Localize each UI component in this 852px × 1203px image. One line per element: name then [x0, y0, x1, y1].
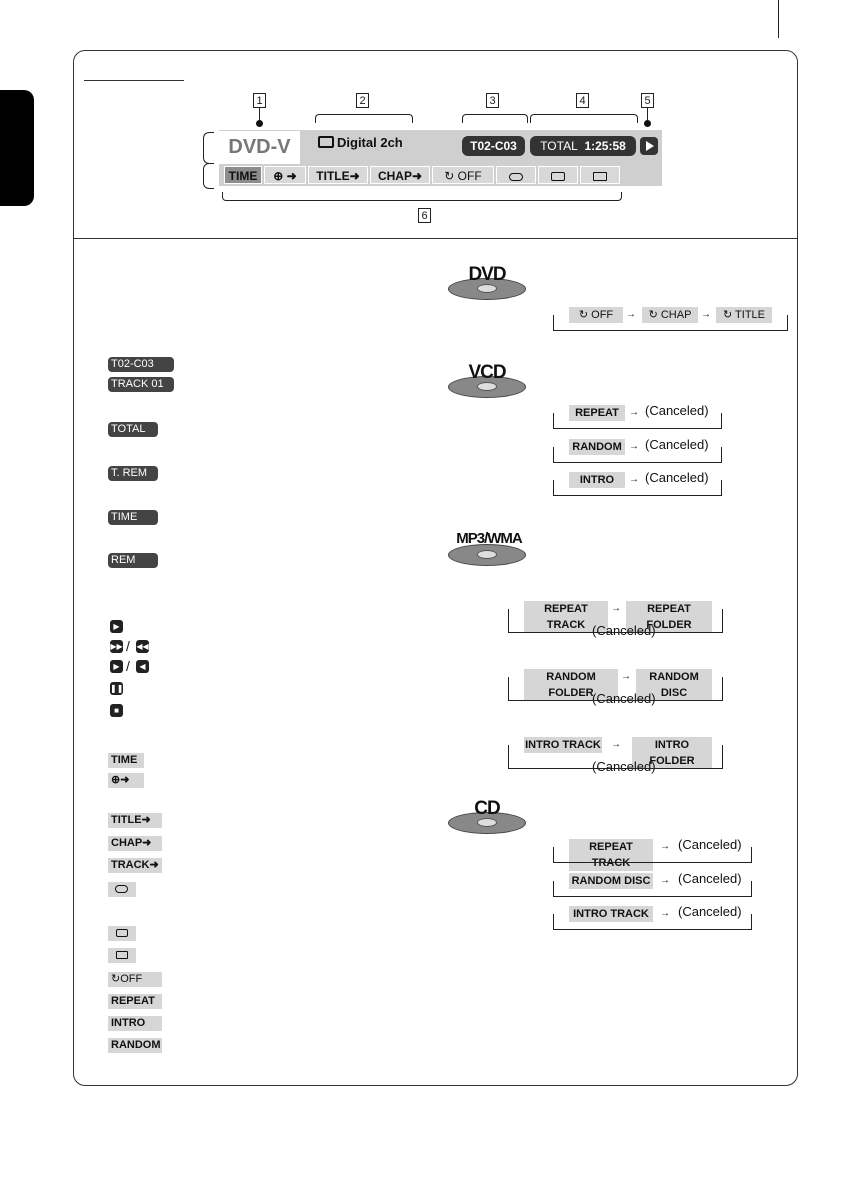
arrow-icon: → — [660, 841, 670, 852]
arrow-icon: → — [701, 309, 711, 320]
legend-t-rem: T. REM — [108, 466, 158, 481]
legend-track: TRACK 01 — [108, 377, 174, 392]
vcd-random-loop — [553, 447, 722, 463]
callout-3-bracket — [462, 114, 528, 123]
callout-4: 4 — [576, 93, 589, 108]
panel-chip-time-search: ⊕ ➜ — [264, 166, 306, 184]
dolby-icon — [318, 136, 334, 148]
section-heading-rule — [84, 80, 184, 81]
callout-6-bracket — [222, 192, 622, 201]
legend-chip-repeat-off: ↻OFF — [108, 972, 162, 987]
legend-pause-icon: ❚❚ — [110, 684, 124, 693]
mp3-random-folder-chip: RANDOM FOLDER — [524, 669, 618, 701]
panel-chip-title: TITLE➜ — [308, 166, 368, 184]
legend-chip-angle — [108, 948, 136, 963]
legend-time: TIME — [108, 510, 158, 525]
dvd-flow-loop — [553, 315, 788, 331]
panel-chip-chap: CHAP➜ — [370, 166, 430, 184]
legend-chip-track: TRACK➜ — [108, 858, 162, 873]
callout-1: 1 — [253, 93, 266, 108]
play-status-indicator — [640, 137, 658, 155]
legend-rem: REM — [108, 553, 158, 568]
legend-chip-repeat: REPEAT — [108, 994, 162, 1009]
callout-5-dot — [644, 120, 651, 127]
vcd-repeat-loop — [553, 413, 722, 429]
audio-icon — [509, 173, 523, 181]
arrow-icon: → — [621, 671, 631, 682]
arrow-icon: → — [660, 875, 670, 886]
vcd-intro-loop — [553, 480, 722, 496]
mp3-repeat-folder-chip: REPEAT FOLDER — [626, 601, 712, 633]
vcd-repeat-chip: REPEAT — [569, 405, 625, 421]
callout-2: 2 — [356, 93, 369, 108]
title-chapter-indicator: T02-C03 — [462, 136, 525, 156]
cd-repeat-canceled: (Canceled) — [678, 837, 742, 852]
legend-chip-random: RANDOM — [108, 1038, 162, 1053]
mp3-wma-disc-logo: MP3/WMA — [448, 532, 526, 566]
mp3-repeat-track-chip: REPEAT TRACK — [524, 601, 608, 633]
cd-random-canceled: (Canceled) — [678, 871, 742, 886]
cd-random-disc-chip: RANDOM DISC — [569, 873, 653, 889]
mp3-repeat-canceled: (Canceled) — [592, 623, 656, 638]
legend-chip-title: TITLE➜ — [108, 813, 162, 828]
vcd-repeat-canceled: (Canceled) — [645, 403, 709, 418]
arrow-icon: → — [626, 309, 636, 320]
panel-chip-time: TIME — [224, 166, 262, 184]
cd-intro-canceled: (Canceled) — [678, 904, 742, 919]
time-indicator: TOTAL 1:25:58 — [530, 136, 636, 156]
mp3-intro-folder-chip: INTRO FOLDER — [632, 737, 712, 769]
legend-chip-chap: CHAP➜ — [108, 836, 162, 851]
vcd-disc-logo: VCD — [448, 364, 526, 398]
section-divider — [74, 238, 797, 239]
panel-row1-brace — [203, 132, 214, 164]
callout-2-bracket — [315, 114, 413, 123]
legend-stop-icon: ■ — [110, 704, 123, 717]
language-tab — [0, 90, 34, 206]
audio-icon — [115, 885, 128, 893]
mp3-intro-track-chip: INTRO TRACK — [525, 739, 601, 751]
dvd-flow-chap: ↻ CHAP — [642, 307, 698, 323]
cd-repeat-loop — [553, 847, 752, 863]
cd-intro-track-chip: INTRO TRACK — [569, 906, 653, 922]
cd-repeat-track-chip: REPEAT TRACK — [569, 839, 653, 871]
callout-5: 5 — [641, 93, 654, 108]
legend-chip-intro: INTRO — [108, 1016, 162, 1031]
legend-chip-subtitle — [108, 926, 136, 941]
legend-chip-time-search: ⊕➜ — [108, 773, 144, 788]
legend-slash: / — [126, 638, 130, 654]
cd-disc-logo: CD — [448, 800, 526, 834]
mp3-random-disc-chip: RANDOM DISC — [636, 669, 712, 701]
legend-slow-reverse-icon: ◀ — [136, 660, 149, 673]
panel-chip-angle — [580, 166, 620, 184]
vcd-intro-chip: INTRO — [569, 472, 625, 488]
panel-row2-brace — [203, 163, 214, 189]
cd-random-loop — [553, 881, 752, 897]
legend-play-icon: ▶ — [110, 620, 123, 633]
arrow-icon: → — [629, 441, 639, 452]
vcd-random-chip: RANDOM — [569, 439, 625, 455]
disc-type-indicator: DVD-V — [219, 131, 300, 164]
angle-icon — [116, 951, 128, 959]
legend-slash-2: / — [126, 658, 130, 674]
audio-format-indicator: Digital 2ch — [318, 135, 403, 150]
angle-icon — [593, 172, 607, 181]
cd-intro-loop — [553, 914, 752, 930]
legend-slow-forward-icon: ▶ — [110, 660, 123, 673]
mp3-intro-loop — [508, 745, 723, 769]
callout-6: 6 — [418, 208, 431, 223]
callout-3: 3 — [486, 93, 499, 108]
arrow-icon: → — [611, 739, 621, 750]
subtitle-icon — [551, 172, 565, 181]
play-icon — [646, 141, 654, 151]
mp3-repeat-loop — [508, 609, 723, 633]
panel-chip-audio — [496, 166, 536, 184]
arrow-icon: → — [629, 407, 639, 418]
legend-chip-time: TIME — [108, 753, 144, 768]
dvd-disc-logo: DVD — [448, 266, 526, 300]
arrow-icon: → — [611, 603, 621, 614]
callout-4-bracket — [530, 114, 638, 123]
content-frame — [73, 50, 798, 1086]
legend-fast-forward-icon: ▶▶ — [110, 642, 123, 651]
legend-fast-reverse-icon: ◀◀ — [136, 642, 149, 651]
arrow-icon: → — [629, 474, 639, 485]
crop-line — [778, 0, 779, 38]
subtitle-icon — [116, 929, 128, 937]
legend-chip-audio — [108, 882, 136, 897]
mp3-intro-canceled: (Canceled) — [592, 759, 656, 774]
legend-title-chapter: T02-C03 — [108, 357, 174, 372]
dvd-flow-title: ↻ TITLE — [716, 307, 772, 323]
mp3-random-loop — [508, 677, 723, 701]
vcd-random-canceled: (Canceled) — [645, 437, 709, 452]
panel-chip-repeat-off: ↻ OFF — [432, 166, 494, 184]
mp3-random-canceled: (Canceled) — [592, 691, 656, 706]
panel-chip-subtitle — [538, 166, 578, 184]
legend-total: TOTAL — [108, 422, 158, 437]
dvd-flow-off: ↻ OFF — [569, 307, 623, 323]
callout-1-dot — [256, 120, 263, 127]
vcd-intro-canceled: (Canceled) — [645, 470, 709, 485]
arrow-icon: → — [660, 908, 670, 919]
